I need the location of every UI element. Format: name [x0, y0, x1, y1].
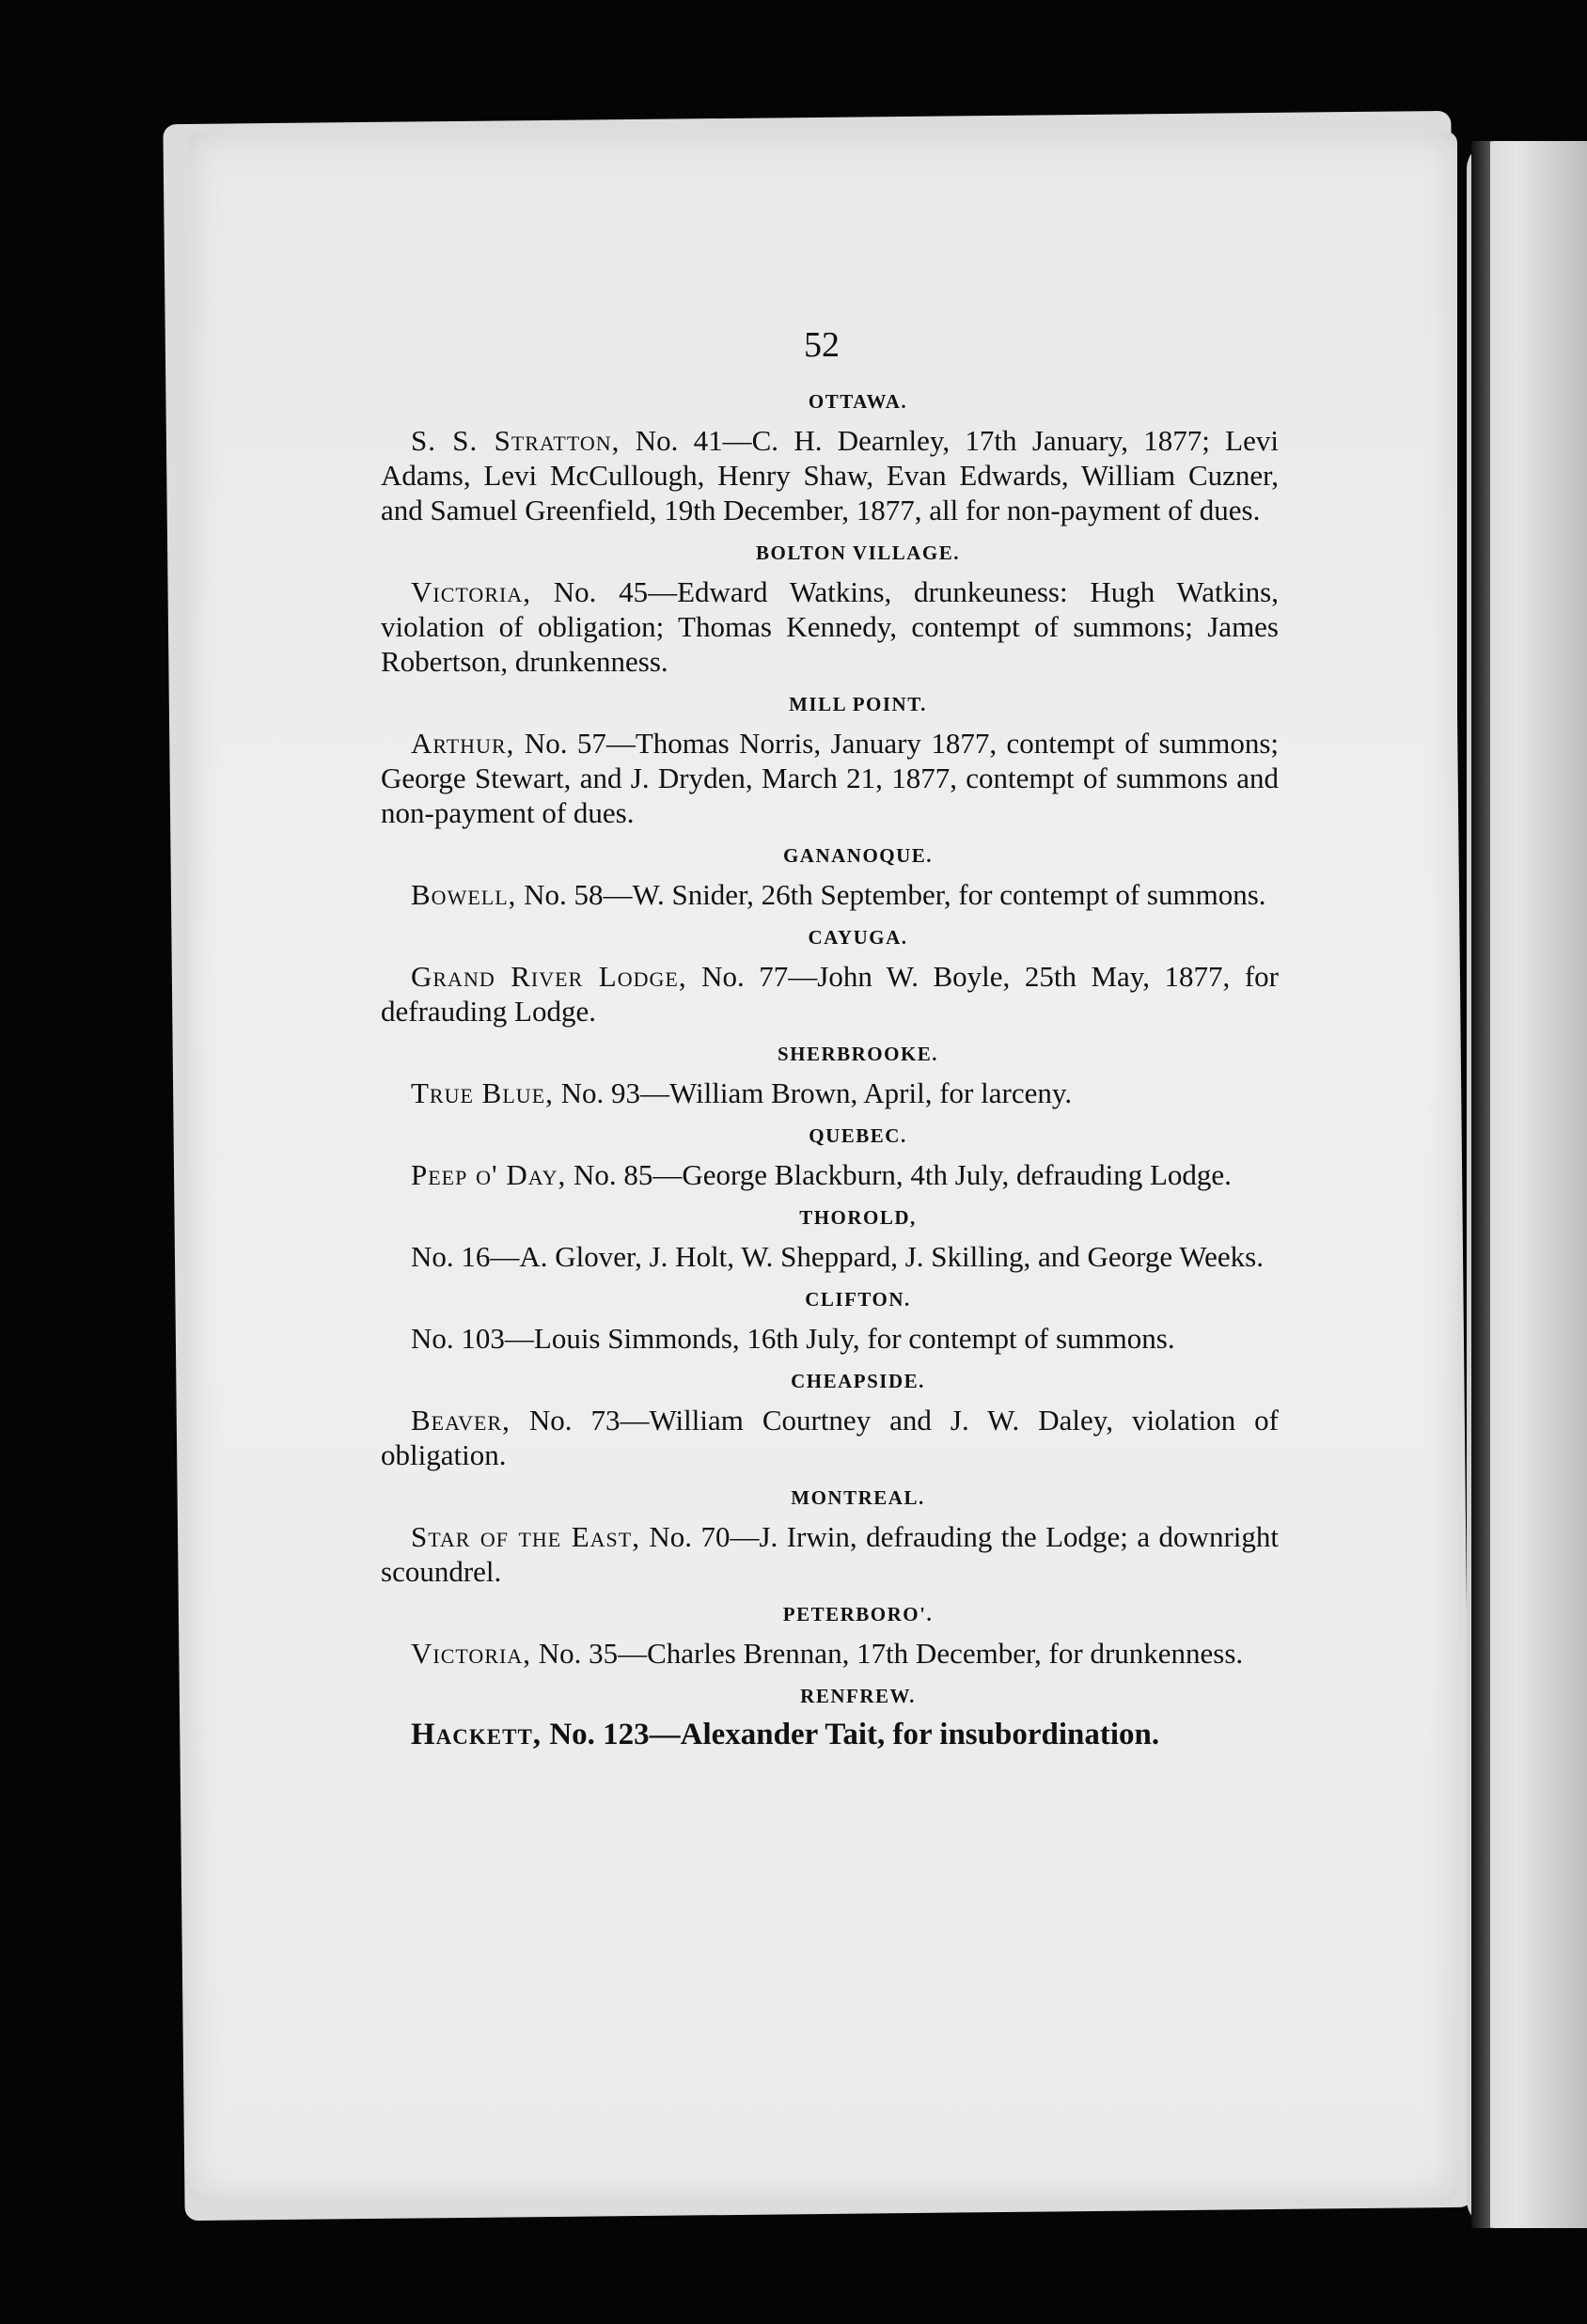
entry-text: No. 103—Louis Simmonds, 16th July, for contempt of summons. [411, 1322, 1175, 1355]
lodge-name: Victoria, [411, 575, 531, 608]
section-entry [381, 1239, 1279, 1274]
section-cayuga [381, 921, 1279, 1029]
section-heading: PETERBORO'. [782, 1603, 934, 1625]
entry-text: No. 93—William Brown, April, for larceny. [553, 1076, 1073, 1109]
book-gutter [1471, 141, 1490, 2228]
section-heading: GANANOQUE. [782, 844, 934, 867]
section-ottawa [381, 385, 1279, 527]
section-entry [381, 877, 1279, 912]
section-entry [381, 574, 1279, 679]
section-peterboro [381, 1598, 1279, 1671]
section-entry [381, 1403, 1279, 1472]
entry-text: No. 77—John W. Boyle, 25th May, 1877, for defrauding Lodge. [381, 960, 1279, 1028]
lodge-name: S. S. Stratton, [411, 424, 621, 457]
section-heading: MONTREAL. [791, 1486, 925, 1509]
section-mill-point [381, 688, 1279, 830]
lodge-name: Victoria, [411, 1637, 531, 1670]
entry-text: No. 16—A. Glover, J. Holt, W. Sheppard, J. Skilling, and George Weeks. [411, 1240, 1264, 1273]
lodge-name: Star of the East, [411, 1520, 640, 1553]
entry-text: No. 45—Edward Watkins, drunkeuness: Hugh Watkins, violation of obligation; Thomas Kennedy, contempt of summons; James Robertson, drunkenness. [381, 575, 1279, 678]
section-heading: OTTAWA. [808, 390, 908, 413]
section-bolton-village [381, 537, 1279, 679]
lodge-name: Beaver, [411, 1404, 511, 1437]
section-thorold [381, 1201, 1279, 1274]
page-number: 52 [804, 325, 840, 365]
section-quebec [381, 1120, 1279, 1192]
section-heading: CAYUGA. [808, 926, 908, 949]
section-clifton [381, 1283, 1279, 1356]
section-heading: SHERBROOKE. [777, 1043, 939, 1065]
section-entry [381, 1718, 1279, 1752]
section-entry [381, 959, 1279, 1029]
section-entry [381, 1321, 1279, 1356]
entry-text: No. 123—Alexander Tait, for insubordination. [542, 1718, 1160, 1751]
page-content [381, 385, 1279, 1762]
section-heading: RENFREW. [800, 1685, 916, 1707]
entry-text: No. 70—J. Irwin, defrauding the Lodge; a downright scoundrel. [381, 1520, 1279, 1588]
section-heading: CLIFTON. [805, 1288, 911, 1311]
entry-text: No. 73—William Courtney and J. W. Daley, violation of obligation. [381, 1404, 1279, 1471]
section-entry [381, 726, 1279, 830]
lodge-name: True Blue, [411, 1076, 554, 1109]
section-heading: CHEAPSIDE. [791, 1370, 925, 1392]
section-sherbrooke [381, 1038, 1279, 1110]
section-entry [381, 1076, 1279, 1110]
section-heading: QUEBEC. [809, 1124, 907, 1147]
entry-text: No. 35—Charles Brennan, 17th December, for drunkenness. [530, 1637, 1244, 1670]
lodge-name: Peep o' Day, [411, 1158, 567, 1191]
section-entry [381, 1157, 1279, 1192]
section-cheapside [381, 1365, 1279, 1472]
lodge-name: Grand River Lodge, [411, 960, 687, 993]
lodge-name: Arthur, [411, 727, 515, 760]
section-gananoque [381, 840, 1279, 912]
lodge-name: Bowell, [411, 878, 517, 911]
section-heading: BOLTON VILLAGE. [755, 542, 961, 564]
section-renfrew [381, 1680, 1279, 1752]
section-montreal [381, 1482, 1279, 1589]
section-entry [381, 1519, 1279, 1589]
entry-text: No. 41—C. H. Dearnley, 17th January, 1877; Levi Adams, Levi McCullough, Henry Shaw, Evan Edwards, William Cuzner, and Samuel Greenfield, 19th December, 1877, all for non-payment of dues. [381, 424, 1279, 526]
entry-text: No. 57—Thomas Norris, January 1877, contempt of summons; George Stewart, and J. Dryden, March 21, 1877, contempt of summons and non-payment of dues. [381, 727, 1279, 829]
entry-text: No. 85—George Blackburn, 4th July, defrauding Lodge. [566, 1158, 1232, 1191]
section-entry [381, 1636, 1279, 1671]
section-entry [381, 423, 1279, 527]
lodge-name: Hackett, [411, 1718, 542, 1751]
entry-text: No. 58—W. Snider, 26th September, for contempt of summons. [516, 878, 1266, 911]
section-heading: THOROLD, [799, 1206, 917, 1229]
section-heading: MILL POINT. [789, 693, 927, 715]
